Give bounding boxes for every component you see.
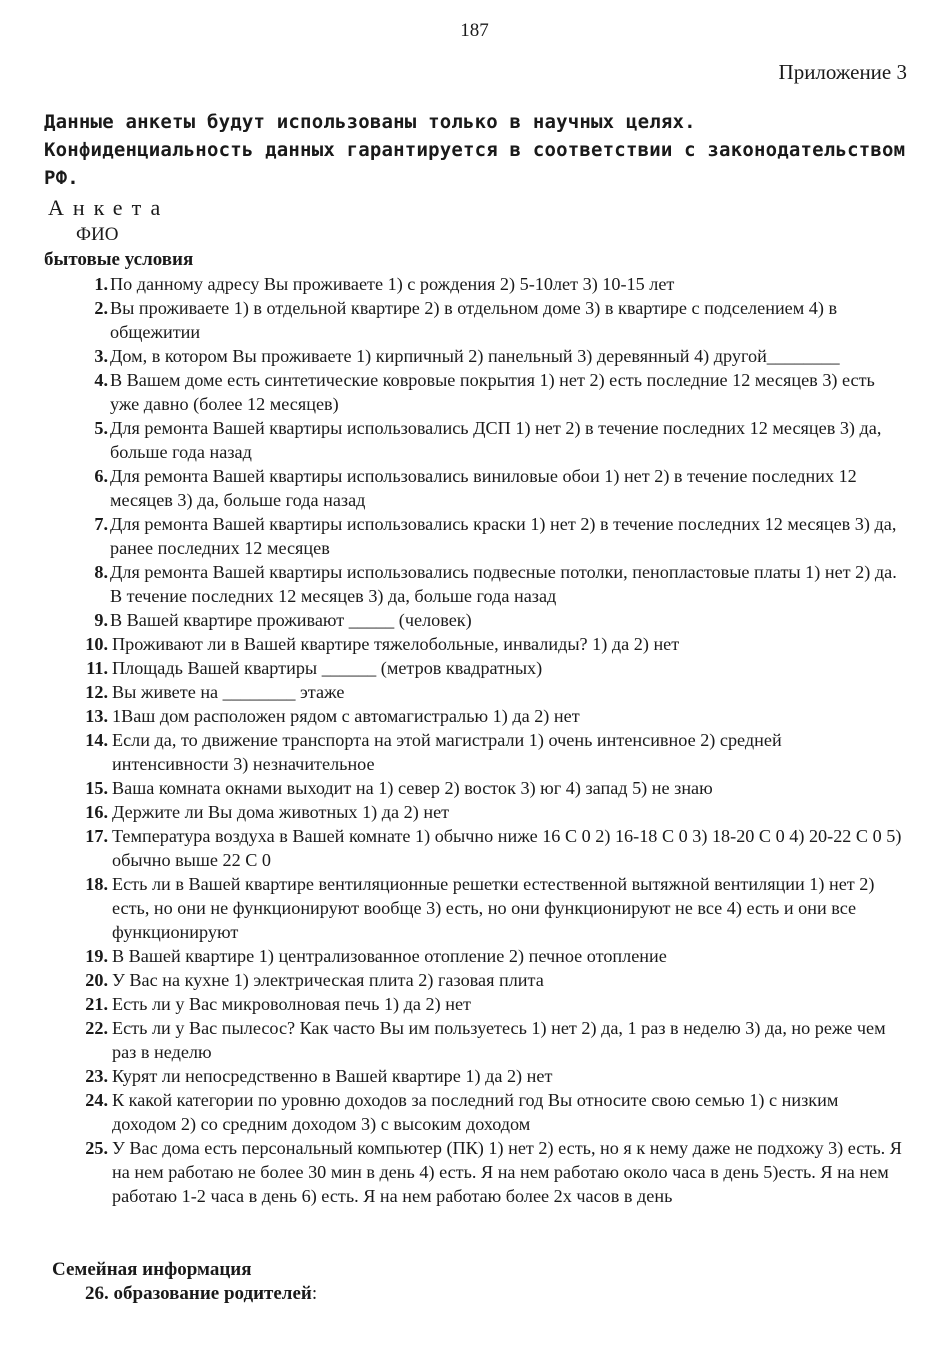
question-number: 6. <box>94 466 108 486</box>
question-item <box>0 680 902 704</box>
question-number: 14. <box>85 730 108 750</box>
question-text: 1Ваш дом расположен рядом с автомагистралью 1) да 2) нет <box>112 706 580 726</box>
question-text: Вы живете на ________ этаже <box>112 682 345 702</box>
question-text: Есть ли у Вас микроволновая печь 1) да 2) нет <box>112 994 471 1014</box>
question-number: 25. <box>85 1138 108 1158</box>
question-number: 15. <box>85 778 108 798</box>
question-text: Есть ли у Вас пылесос? Как часто Вы им пользуетесь 1) нет 2) да, 1 раз в неделю 3) да, но реже чем раз в неделю <box>112 1018 886 1062</box>
question-item <box>0 344 900 368</box>
question-item <box>0 368 900 416</box>
question-item <box>0 824 902 872</box>
question-item <box>0 1088 902 1136</box>
question-number: 4. <box>94 370 108 390</box>
question-item <box>0 416 900 464</box>
question-text: Если да, то движение транспорта на этой магистрали 1) очень интенсивное 2) средней интенсивности 3) незначительное <box>112 730 782 774</box>
question-text: У Вас на кухне 1) электрическая плита 2) газовая плита <box>112 970 544 990</box>
page-number: 187 <box>460 20 489 41</box>
question-text: По данному адресу Вы проживаете 1) с рождения 2) 5-10лет 3) 10-15 лет <box>110 274 675 294</box>
question-number: 18. <box>85 874 108 894</box>
question-item <box>0 656 902 680</box>
question-text: Есть ли в Вашей квартире вентиляционные решетки естественной вытяжной вентиляции 1) нет 2) есть, но они не функционируют вообще 3) есть, но они функционируют не все 4) есть и они все функционируют <box>112 874 875 942</box>
question-text: К какой категории по уровню доходов за последний год Вы относите свою семью 1) с низким доходом 2) со средним доходом 3) с высоким доходом <box>112 1090 839 1134</box>
question-number: 22. <box>85 1018 108 1038</box>
question-text: У Вас дома есть персональный компьютер (ПК) 1) нет 2) есть, но я к нему даже не подхожу 3) есть. Я на нем работаю не более 30 мин в день 4) есть. Я на нем работаю около часа в день 5)есть. Я на нем работаю 1-2 часа в день 6) есть. Я на нем работаю более 2х часов в день <box>112 1138 902 1206</box>
question-item <box>0 992 902 1016</box>
question-item <box>0 944 902 968</box>
appendix-label: Приложение 3 <box>778 60 907 84</box>
question-26 <box>85 1283 317 1305</box>
question-26-label: 26. образование родителей <box>85 1283 312 1304</box>
question-item <box>0 704 902 728</box>
question-number: 1. <box>94 274 108 294</box>
question-text: Для ремонта Вашей квартиры использовались ДСП 1) нет 2) в течение последних 12 месяцев 3) да, больше года назад <box>110 418 882 462</box>
question-text: Дом, в котором Вы проживаете 1) кирпичный 2) панельный 3) деревянный 4) другой________ <box>110 346 840 366</box>
question-item <box>0 608 900 632</box>
question-text: Ваша комната окнами выходит на 1) север 2) восток 3) юг 4) запад 5) не знаю <box>112 778 713 798</box>
question-number: 17. <box>85 826 108 846</box>
question-text: В Вашей квартире проживают _____ (человек) <box>110 610 472 630</box>
question-item <box>0 1016 902 1064</box>
question-item <box>0 632 902 656</box>
question-item <box>0 272 900 296</box>
question-number: 19. <box>85 946 108 966</box>
question-text: Площадь Вашей квартиры ______ (метров квадратных) <box>112 658 543 678</box>
question-item <box>0 560 900 608</box>
question-item <box>0 728 902 776</box>
question-item <box>0 464 900 512</box>
section-heading-family-info: Семейная информация <box>52 1259 252 1280</box>
question-item <box>0 1136 902 1208</box>
question-number: 21. <box>85 994 108 1014</box>
question-text: Держите ли Вы дома животных 1) да 2) нет <box>112 802 450 822</box>
question-number: 23. <box>85 1066 108 1086</box>
question-number: 5. <box>94 418 108 438</box>
question-number: 7. <box>94 514 108 534</box>
question-item <box>0 968 902 992</box>
question-number: 20. <box>85 970 108 990</box>
question-item <box>0 776 902 800</box>
question-item <box>0 512 900 560</box>
question-text: Для ремонта Вашей квартиры использовались виниловые обои 1) нет 2) в течение последних 12 месяцев 3) да, больше года назад <box>110 466 857 510</box>
form-title: Анкета <box>48 195 170 220</box>
question-number: 2. <box>94 298 108 318</box>
question-text: В Вашей квартире 1) централизованное отопление 2) печное отопление <box>112 946 667 966</box>
question-item <box>0 800 902 824</box>
question-item <box>0 296 900 344</box>
question-number: 16. <box>85 802 108 822</box>
question-item <box>0 872 902 944</box>
question-text: Для ремонта Вашей квартиры использовались подвесные потолки, пенопластовые платы 1) нет 2) да. В течение последних 12 месяцев 3) да, больше года назад <box>110 562 897 606</box>
question-number: 10. <box>85 634 108 654</box>
question-number: 9. <box>94 610 108 630</box>
question-text: Курят ли непосредственно в Вашей квартире 1) да 2) нет <box>112 1066 553 1086</box>
question-item <box>0 1064 902 1088</box>
question-list <box>0 272 902 1208</box>
question-number: 12. <box>85 682 108 702</box>
question-text: Проживают ли в Вашей квартире тяжелобольные, инвалиды? 1) да 2) нет <box>112 634 680 654</box>
question-26-colon: : <box>311 1283 318 1304</box>
question-text: Вы проживаете 1) в отдельной квартире 2) в отдельном доме 3) в квартире с подселением 4) в общежитии <box>110 298 838 342</box>
question-number: 8. <box>94 562 108 582</box>
section-heading-living-conditions: бытовые условия <box>44 249 194 270</box>
question-number: 11. <box>86 658 108 678</box>
fio-field-label: ФИО <box>76 224 119 245</box>
question-number: 24. <box>85 1090 108 1110</box>
question-number: 13. <box>85 706 108 726</box>
confidentiality-notice: Данные анкеты будут использованы только в научных целях. Конфиденциальность данных гарантируется в соответствии с законодательством РФ. <box>44 111 906 189</box>
question-text: Температура воздуха в Вашей комнате 1) обычно ниже 16 С 0 2) 16-18 С 0 3) 18-20 С 0 4) 20-22 С 0 5) обычно выше 22 С 0 <box>112 826 902 870</box>
question-text: Для ремонта Вашей квартиры использовались краски 1) нет 2) в течение последних 12 месяцев 3) да, ранее последних 12 месяцев <box>110 514 897 558</box>
question-number: 3. <box>94 346 108 366</box>
question-text: В Вашем доме есть синтетические ковровые покрытия 1) нет 2) есть последние 12 месяцев 3) есть уже давно (более 12 месяцев) <box>110 370 875 414</box>
